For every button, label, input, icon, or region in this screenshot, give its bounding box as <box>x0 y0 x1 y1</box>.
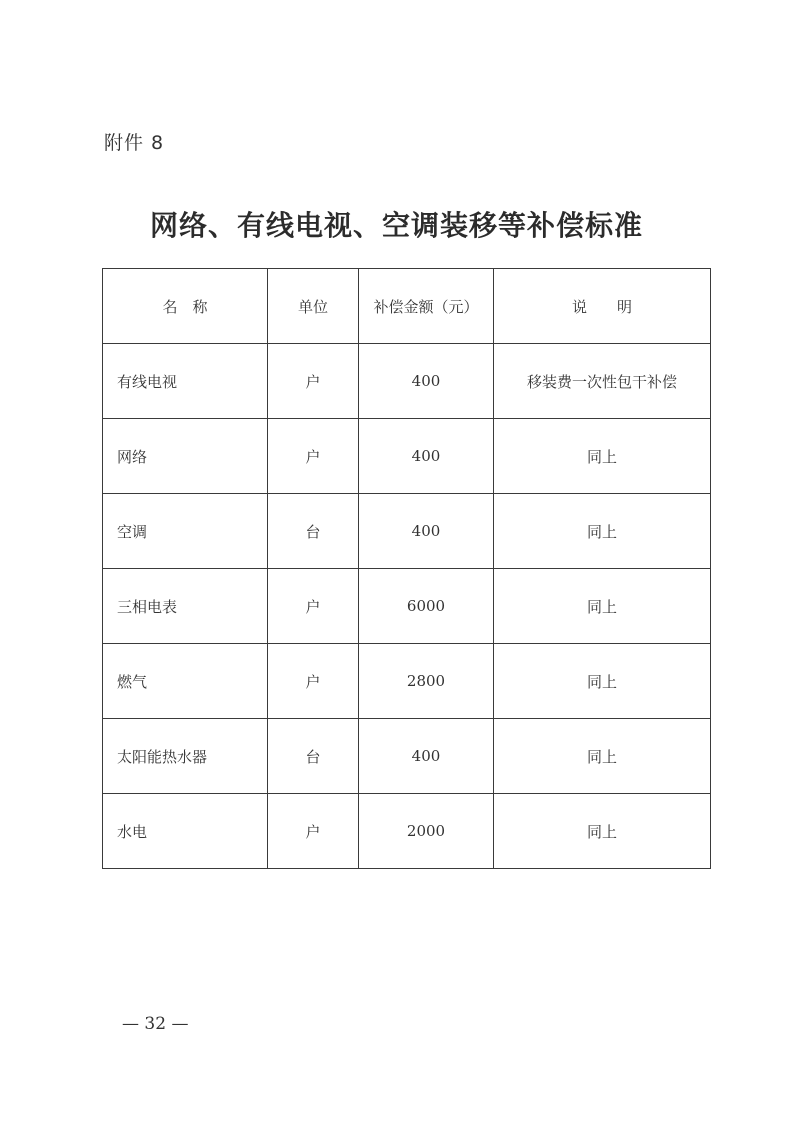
compensation-table <box>102 268 711 869</box>
cell-amount: 400 <box>359 719 494 794</box>
cell-amount: 400 <box>359 344 494 419</box>
table-row <box>103 719 711 794</box>
cell-amount: 400 <box>359 494 494 569</box>
table-row <box>103 794 711 869</box>
cell-amount: 2000 <box>359 794 494 869</box>
cell-note: 同上 <box>494 644 711 719</box>
cell-name: 网络 <box>103 419 268 494</box>
cell-note: 同上 <box>494 494 711 569</box>
header-name: 名 称 <box>103 269 268 344</box>
cell-name: 空调 <box>103 494 268 569</box>
attachment-label: 附件 8 <box>104 132 165 154</box>
cell-name: 燃气 <box>103 644 268 719</box>
cell-amount: 2800 <box>359 644 494 719</box>
table-row <box>103 569 711 644</box>
compensation-table-container <box>102 268 710 869</box>
cell-amount: 400 <box>359 419 494 494</box>
header-unit: 单位 <box>268 269 359 344</box>
cell-name: 有线电视 <box>103 344 268 419</box>
cell-unit: 户 <box>268 344 359 419</box>
cell-name: 太阳能热水器 <box>103 719 268 794</box>
table-row <box>103 644 711 719</box>
cell-amount: 6000 <box>359 569 494 644</box>
cell-note: 移装费一次性包干补偿 <box>494 344 711 419</box>
page-number: — 32 — <box>122 1014 189 1034</box>
cell-name: 三相电表 <box>103 569 268 644</box>
cell-unit: 户 <box>268 644 359 719</box>
table-row <box>103 494 711 569</box>
cell-unit: 户 <box>268 419 359 494</box>
table-header-row <box>103 269 711 344</box>
header-note: 说 明 <box>494 269 711 344</box>
cell-unit: 户 <box>268 794 359 869</box>
table-row <box>103 344 711 419</box>
cell-note: 同上 <box>494 569 711 644</box>
cell-name: 水电 <box>103 794 268 869</box>
document-title: 网络、有线电视、空调装移等补偿标准 <box>149 209 643 242</box>
table-row <box>103 419 711 494</box>
cell-unit: 户 <box>268 569 359 644</box>
cell-note: 同上 <box>494 794 711 869</box>
cell-note: 同上 <box>494 419 711 494</box>
cell-unit: 台 <box>268 494 359 569</box>
header-amount: 补偿金额（元） <box>359 269 494 344</box>
cell-unit: 台 <box>268 719 359 794</box>
cell-note: 同上 <box>494 719 711 794</box>
